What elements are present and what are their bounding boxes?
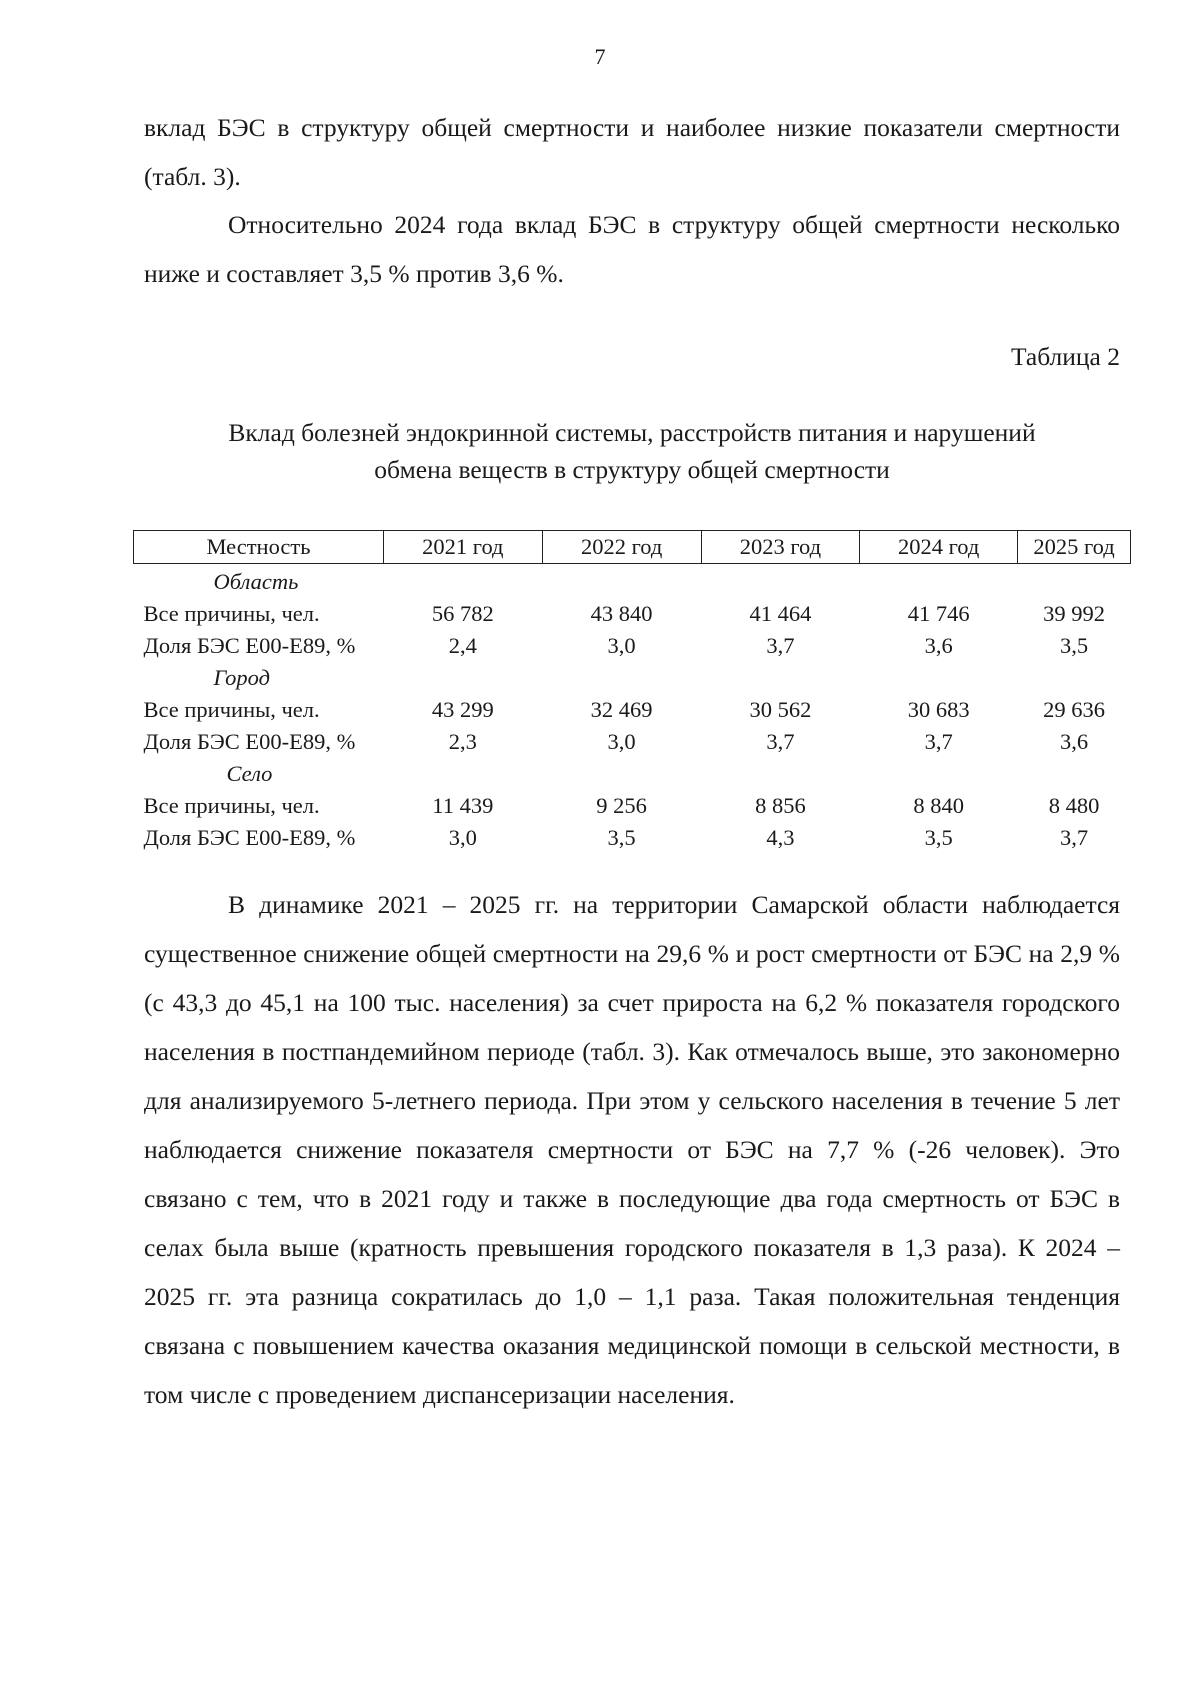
table-cell: 3,7 bbox=[766, 729, 795, 754]
table-cell: 3,5 bbox=[1059, 633, 1089, 658]
table-cell: 30 562 bbox=[749, 697, 812, 722]
table-cell: 4,3 bbox=[766, 825, 795, 850]
table-cell: 8 480 bbox=[1048, 793, 1100, 818]
table-cell: 32 469 bbox=[590, 697, 653, 722]
table-cell: 3,5 bbox=[924, 825, 953, 850]
table-group-row bbox=[134, 662, 1131, 694]
row-label: Доля БЭС Е00-Е89, % bbox=[143, 729, 356, 754]
column-header: 2023 год bbox=[701, 531, 860, 564]
paragraph-dynamics: В динамике 2021 – 2025 гг. на территории Самарской области наблюдается существенное снижение общей смертности на 29,6 % и рост смертности от БЭС на 2,9 % (с 43,3 до 45,1 на 100 тыс. населения) за счет прироста на 6,2 % показателя городского населения в постпандемийном периоде (табл. 3). Как отмечалось выше, это закономерно для анализируемого 5-летнего периода. При этом у сельского населения в течение 5 лет наблюдается снижение показателя смертности от БЭС на 7,7 % (-26 человек). Это связано с тем, что в 2021 году и также в последующие два года смертность от БЭС в селах была выше (кратность превышения городского показателя в 1,3 раза). К 2024 – 2025 гг. эта разница сократилась до 1,0 – 1,1 раза. Такая положительная тенденция связана с повышением качества оказания медицинской помощи в сельской местности, в том числе с проведением диспансеризации населения. bbox=[144, 890, 1120, 1409]
row-label: Все причины, чел. bbox=[143, 697, 320, 722]
table-row bbox=[134, 822, 1131, 854]
table-cell: 8 840 bbox=[913, 793, 964, 818]
paragraph-comparison: Относительно 2024 года вклад БЭС в структуру общей смертности несколько ниже и составляет 3,5 % против 3,6 %. bbox=[144, 210, 1120, 288]
table-cell: 56 782 bbox=[431, 601, 494, 626]
table-title bbox=[144, 414, 1120, 488]
table-cell: 39 992 bbox=[1043, 601, 1105, 626]
row-label: Все причины, чел. bbox=[143, 601, 320, 626]
table-header-row bbox=[134, 531, 1131, 564]
table-label: Таблица 2 bbox=[1010, 342, 1120, 371]
table-row bbox=[134, 694, 1131, 726]
table-group-row bbox=[134, 564, 1131, 599]
table-row bbox=[134, 790, 1131, 822]
column-header: 2024 год bbox=[860, 531, 1018, 564]
group-label-village: Село bbox=[226, 761, 273, 786]
column-header: 2021 год bbox=[383, 531, 542, 564]
table-title-line: Вклад болезней эндокринной системы, расстройств питания и нарушений bbox=[228, 418, 1036, 447]
table-cell: 11 439 bbox=[432, 793, 494, 818]
table-cell: 3,0 bbox=[607, 729, 636, 754]
table-cell: 2,4 bbox=[448, 633, 477, 658]
table-cell: 3,6 bbox=[924, 633, 953, 658]
table-row bbox=[134, 598, 1131, 630]
group-label-city: Город bbox=[213, 665, 270, 690]
table-cell: 2,3 bbox=[448, 729, 477, 754]
column-header: 2022 год bbox=[542, 531, 701, 564]
table-cell: 3,7 bbox=[1059, 825, 1089, 850]
table-title-line: обмена веществ в структуру общей смертности bbox=[374, 455, 890, 484]
table-row bbox=[134, 726, 1131, 758]
column-header: 2025 год bbox=[1018, 531, 1131, 564]
mortality-table bbox=[133, 530, 1131, 854]
table-cell: 29 636 bbox=[1043, 697, 1105, 722]
table-cell: 41 464 bbox=[749, 601, 812, 626]
table-group-row bbox=[134, 758, 1131, 790]
table-cell: 3,5 bbox=[607, 825, 636, 850]
row-label: Доля БЭС Е00-Е89, % bbox=[143, 633, 356, 658]
table-cell: 9 256 bbox=[596, 793, 647, 818]
table-cell: 30 683 bbox=[907, 697, 970, 722]
column-header: Местность bbox=[134, 531, 384, 564]
table-cell: 3,0 bbox=[448, 825, 477, 850]
table-row bbox=[134, 630, 1131, 662]
table-cell: 43 299 bbox=[431, 697, 494, 722]
row-label: Доля БЭС Е00-Е89, % bbox=[143, 825, 356, 850]
table-cell: 43 840 bbox=[590, 601, 653, 626]
page-number: 7 bbox=[594, 44, 606, 69]
table-cell: 8 856 bbox=[755, 793, 806, 818]
table-cell: 3,7 bbox=[924, 729, 953, 754]
table-cell: 3,7 bbox=[766, 633, 795, 658]
paragraph-intro: вклад БЭС в структуру общей смертности и наиболее низкие показатели смертности (табл. 3). bbox=[144, 113, 1120, 191]
table-cell: 41 746 bbox=[907, 601, 970, 626]
group-label-region: Область bbox=[213, 569, 299, 594]
table-cell: 3,6 bbox=[1059, 729, 1089, 754]
table-cell: 3,0 bbox=[607, 633, 636, 658]
row-label: Все причины, чел. bbox=[143, 793, 320, 818]
